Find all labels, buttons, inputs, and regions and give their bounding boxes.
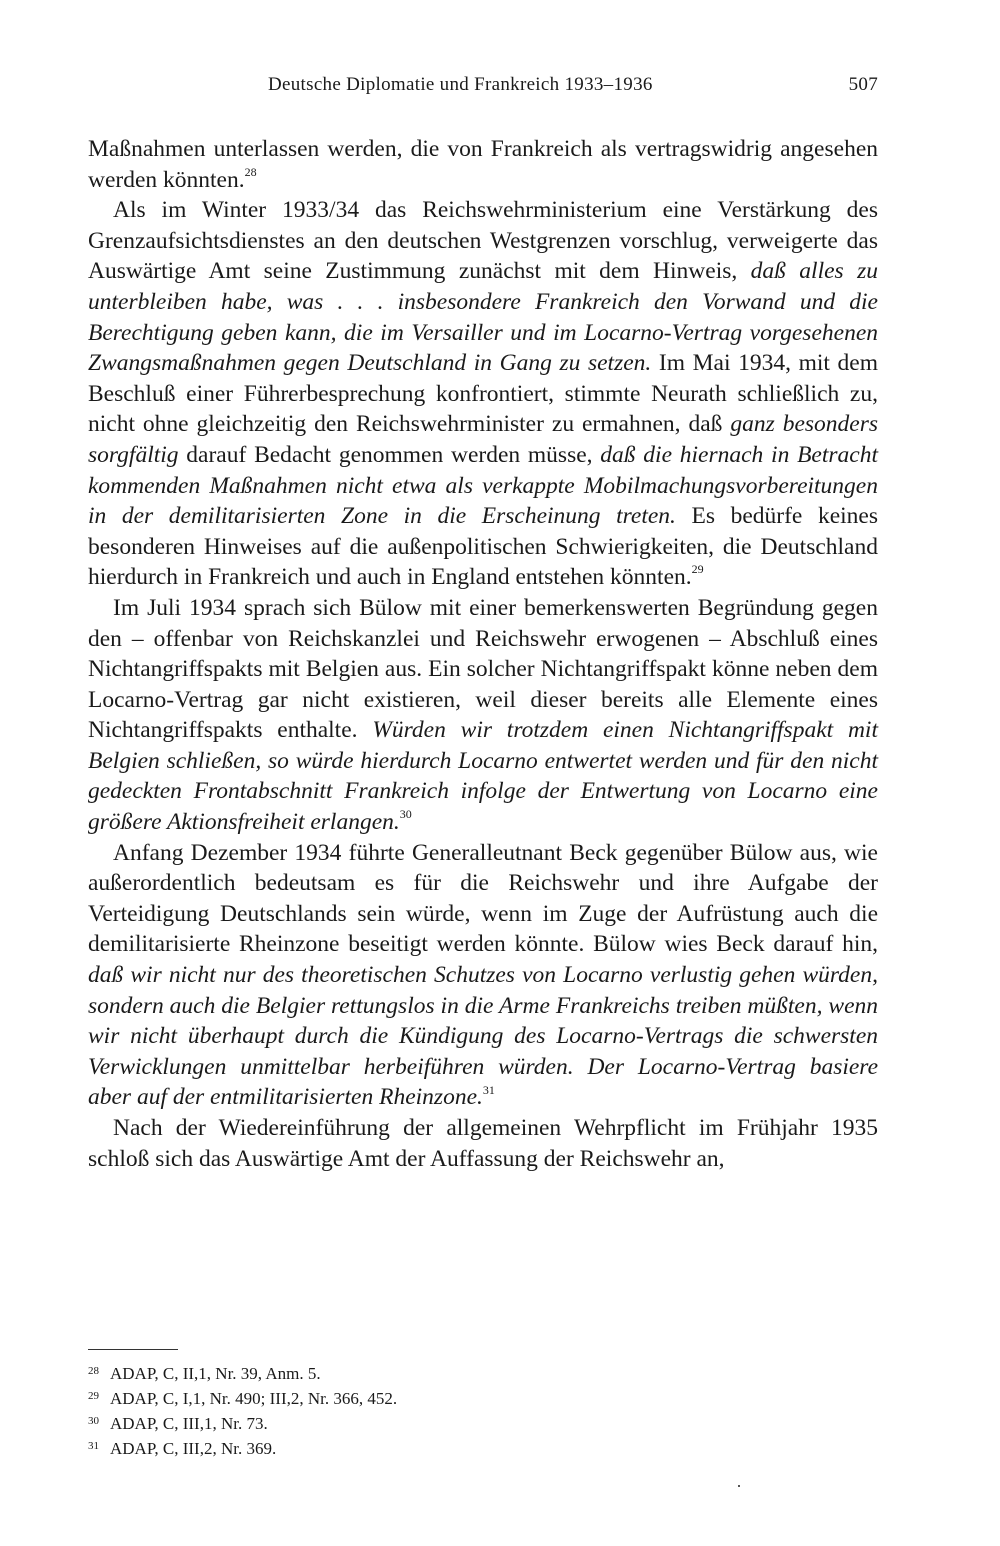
footnote-number: 29: [88, 1390, 99, 1402]
paragraph-text: Als im Winter 1933/34 das Reichswehrministerium eine Verstärkung des Grenzaufsichtsdienstes an den deutschen Westgrenzen vorschlug, verweigerte das Auswärtige Amt seine Zustimmung zunächst mit dem Hinweis,: [88, 197, 878, 285]
footnote: [88, 1385, 878, 1410]
page-number: 507: [848, 74, 878, 95]
footnote-ref: 31: [482, 1082, 495, 1097]
footnote: [88, 1360, 878, 1385]
footnote-ref: 28: [244, 164, 257, 179]
running-title: Deutsche Diplomatie und Frankreich 1933–1936: [268, 74, 653, 95]
running-header: [88, 74, 878, 100]
footnote: [88, 1410, 878, 1435]
footnote-ref: 30: [399, 807, 412, 822]
quotation: ganz besonders sorgfältig: [88, 411, 878, 468]
paragraph-text: Nach der Wiedereinführung der allgemeinen Wehrpflicht im Frühjahr 1935 schloß sich das Auswärtige Amt der Auffassung der Reichswehr an,: [88, 1115, 878, 1172]
paragraph: [88, 1113, 878, 1174]
quotation: Würden wir trotzdem einen Nichtangriffspakt mit Belgien schließen, so würde hierdurch Locarno entwertet werden und für den nicht gedeckten Frontabschnitt Frankreich infolge der Entwertung von Locarno eine größere Aktionsfreiheit erlangen.: [88, 717, 878, 836]
quotation: daß wir nicht nur des theoretischen Schutzes von Locarno verlustig gehen würden, sondern auch die Belgier rettungslos in die Arme Frankreichs treiben müßten, wenn wir nicht überhaupt durch die Kündigung des Locarno-Vertrags die schwersten Verwicklungen unmittelbar herbeiführen würden. Der Locarno-Vertrag basiere aber auf der entmilitarisierten Rheinzone.: [88, 962, 878, 1111]
paragraph: [88, 838, 878, 1113]
footnote-text: ADAP, C, III,2, Nr. 369.: [110, 1439, 277, 1458]
footnote-rule: [88, 1349, 178, 1350]
body-text: [88, 134, 878, 1174]
paragraph-text: Im Juli 1934 sprach sich Bülow mit einer bemerkenswerten Begründung gegen den – offenbar von Reichskanzlei und Reichswehr erwogenen – Abschluß eines Nichtangriffspakts mit Belgien aus. Ein solcher Nichtangriffspakt könne neben dem Locarno-Vertrag gar nicht existieren, weil dieser bereits alle Elemente eines Nichtangriffspakts enthalte.: [88, 594, 878, 744]
footnote-number: 28: [88, 1365, 99, 1377]
quotation: daß alles zu unterbleiben habe, was . . . insbesondere Frankreich den Vorwand und die Berechtigung geben kann, die im Versailler und im Locarno-Vertrag vorgesehenen Zwangsmaßnahmen gegen Deutschland in Gang zu setzen.: [88, 258, 878, 377]
paragraph: [88, 195, 878, 593]
footnote-number: 31: [88, 1440, 99, 1452]
footnote: [88, 1435, 878, 1460]
paragraph: [88, 593, 878, 838]
footnote-ref: 29: [691, 562, 704, 577]
scan-speck: [738, 1485, 740, 1487]
footnote-text: ADAP, C, I,1, Nr. 490; III,2, Nr. 366, 452.: [110, 1389, 398, 1408]
paragraph-text: Anfang Dezember 1934 führte Generalleutnant Beck gegenüber Bülow aus, wie außerordentlich bedeutsam es für die Reichswehr und ihre Aufgabe der Verteidigung Deutschlands sein würde, wenn im Zuge der Aufrüstung auch die demilitarisierte Rheinzone beseitigt werden könnte. Bülow wies Beck darauf hin,: [88, 839, 878, 958]
quotation: daß die hiernach in Betracht kommenden Maßnahmen nicht etwa als verkappte Mobilmachungsvorbereitungen in der demilitarisierten Zone in die Erscheinung treten.: [88, 441, 878, 530]
paragraph-text: Es bedürfe keines besonderen Hinweises auf die außenpolitischen Schwierigkeiten, die Deutschland hierdurch in Frankreich und auch in England entstehen könnten.: [88, 503, 878, 591]
paragraph-text: Im Mai 1934, mit dem Beschluß einer Führerbesprechung konfrontiert, stimmte Neurath schließlich zu, nicht ohne gleichzeitig den Reichswehrminister zu ermahnen, daß: [88, 350, 878, 438]
footnote-number: 30: [88, 1415, 99, 1427]
footnote-text: ADAP, C, II,1, Nr. 39, Anm. 5.: [110, 1364, 321, 1383]
paragraph: [88, 134, 878, 195]
paragraph-text: Maßnahmen unterlassen werden, die von Frankreich als vertragswidrig angesehen werden könnten.: [88, 136, 878, 193]
footnotes: [88, 1360, 878, 1460]
footnote-text: ADAP, C, III,1, Nr. 73.: [110, 1414, 268, 1433]
paragraph-text: darauf Bedacht genommen werden müsse,: [178, 441, 601, 468]
